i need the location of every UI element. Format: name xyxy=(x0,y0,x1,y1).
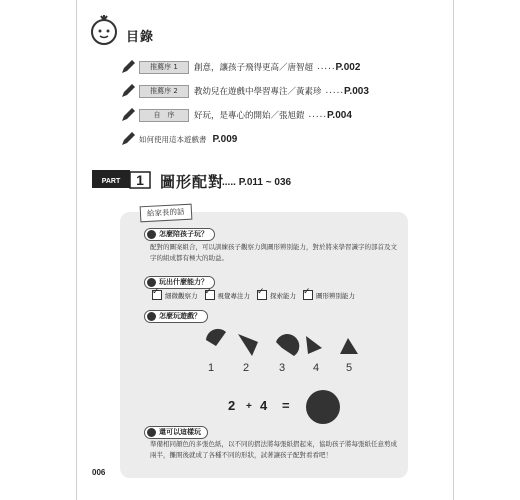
option-number: 2 xyxy=(243,362,250,374)
check-icon xyxy=(205,290,215,300)
part-title: 圖形配對 xyxy=(160,173,225,191)
toc-text: 教幼兒在遊戲中學習專注／黃素珍 xyxy=(194,87,322,97)
toc-row[interactable] xyxy=(120,58,360,76)
section-title-text: 怎麼陪孩子玩？ xyxy=(159,230,208,238)
ability-item: ✓ 探索能力 xyxy=(257,290,296,300)
bullet-icon xyxy=(147,230,156,239)
part-dots: ..... xyxy=(222,177,236,188)
bullet-icon xyxy=(147,428,156,437)
check-icon xyxy=(257,290,267,300)
option-number: 4 xyxy=(313,362,320,374)
tomato-logo-icon xyxy=(88,14,120,46)
equation-a: 2 xyxy=(228,398,236,413)
shape-piece-5 xyxy=(340,338,358,354)
part-page xyxy=(222,177,291,188)
equation-plus: + xyxy=(246,401,252,412)
section-title xyxy=(144,228,215,241)
toc-page: P.009 xyxy=(212,133,238,145)
equation-b: 4 xyxy=(260,398,268,413)
shape-piece-4 xyxy=(306,336,322,354)
option-number: 1 xyxy=(208,362,215,374)
shape-piece-2 xyxy=(238,334,258,356)
bullet-icon xyxy=(147,278,156,287)
toc-text: 創意，讓孩子飛得更高／唐智超 xyxy=(194,63,314,73)
toc-tag: 自 序 xyxy=(139,109,189,122)
toc-tag: 推薦序 2 xyxy=(139,85,189,98)
check-icon xyxy=(303,290,313,300)
page-number: 006 xyxy=(92,468,106,477)
pencil-icon xyxy=(120,59,136,75)
page-title: 目錄 xyxy=(126,30,155,45)
toc-page: P.004 xyxy=(327,109,352,121)
shape-piece-3 xyxy=(276,334,299,356)
equation-equals: = xyxy=(282,398,290,413)
shape-piece-1 xyxy=(206,329,226,346)
pencil-icon xyxy=(120,131,136,147)
ability-item: ✓ 視覺專注力 xyxy=(205,290,251,300)
section-title-text: 還可以這樣玩 xyxy=(159,428,201,436)
toc-row[interactable] xyxy=(120,82,369,100)
toc-tag: 推薦序 1 xyxy=(139,61,189,74)
part-label: PART xyxy=(101,178,121,185)
section-title-text: 玩出什麼能力？ xyxy=(159,278,208,286)
part-pages: P.011 ~ 036 xyxy=(238,177,292,188)
section-title-text: 怎麼玩遊戲？ xyxy=(159,312,201,320)
bullet-icon xyxy=(147,312,156,321)
toc-text: 好玩，是專心的開始／張旭鎧 xyxy=(194,111,305,121)
pencil-icon xyxy=(120,83,136,99)
toc-page: P.002 xyxy=(335,61,361,73)
toc-dots: ..... xyxy=(325,86,345,96)
section-title xyxy=(144,426,208,439)
toc-dots: ..... xyxy=(308,110,328,120)
option-number: 5 xyxy=(346,362,353,374)
part-number: 1 xyxy=(136,172,144,188)
option-number: 3 xyxy=(279,362,286,374)
ability-item: ✓ 圖形辨別能力 xyxy=(303,290,355,300)
panel-heading: 給家長的話 xyxy=(140,204,192,223)
shape-options xyxy=(196,328,366,362)
pencil-icon xyxy=(120,107,136,123)
toc-row[interactable] xyxy=(120,130,237,148)
toc-dots: ..... xyxy=(317,62,336,72)
section-title xyxy=(144,310,208,323)
check-icon xyxy=(152,290,162,300)
section-text: 準備相同顏色的多張色紙，以不同的摺法將每張紙摺起來，協助孩子將每張紙任意剪成兩半，攤開後就成了各種不同的形狀，試著讓孩子配對看看吧！ xyxy=(150,440,397,459)
part-badge xyxy=(92,170,154,190)
ability-item: ✓ 細微觀察力 xyxy=(152,290,198,300)
toc-row[interactable] xyxy=(120,106,352,124)
answer-circle xyxy=(306,390,340,424)
toc-text: 如何使用這本遊戲書 xyxy=(139,134,207,144)
ability-checklist xyxy=(152,290,355,300)
section-text: 配對的圖案組合，可以訓練孩子觀察力與圖形辨別能力，對於將來學習識字的部首及文字的組成都有極大的助益。 xyxy=(150,243,397,262)
toc-page: P.003 xyxy=(344,85,369,97)
